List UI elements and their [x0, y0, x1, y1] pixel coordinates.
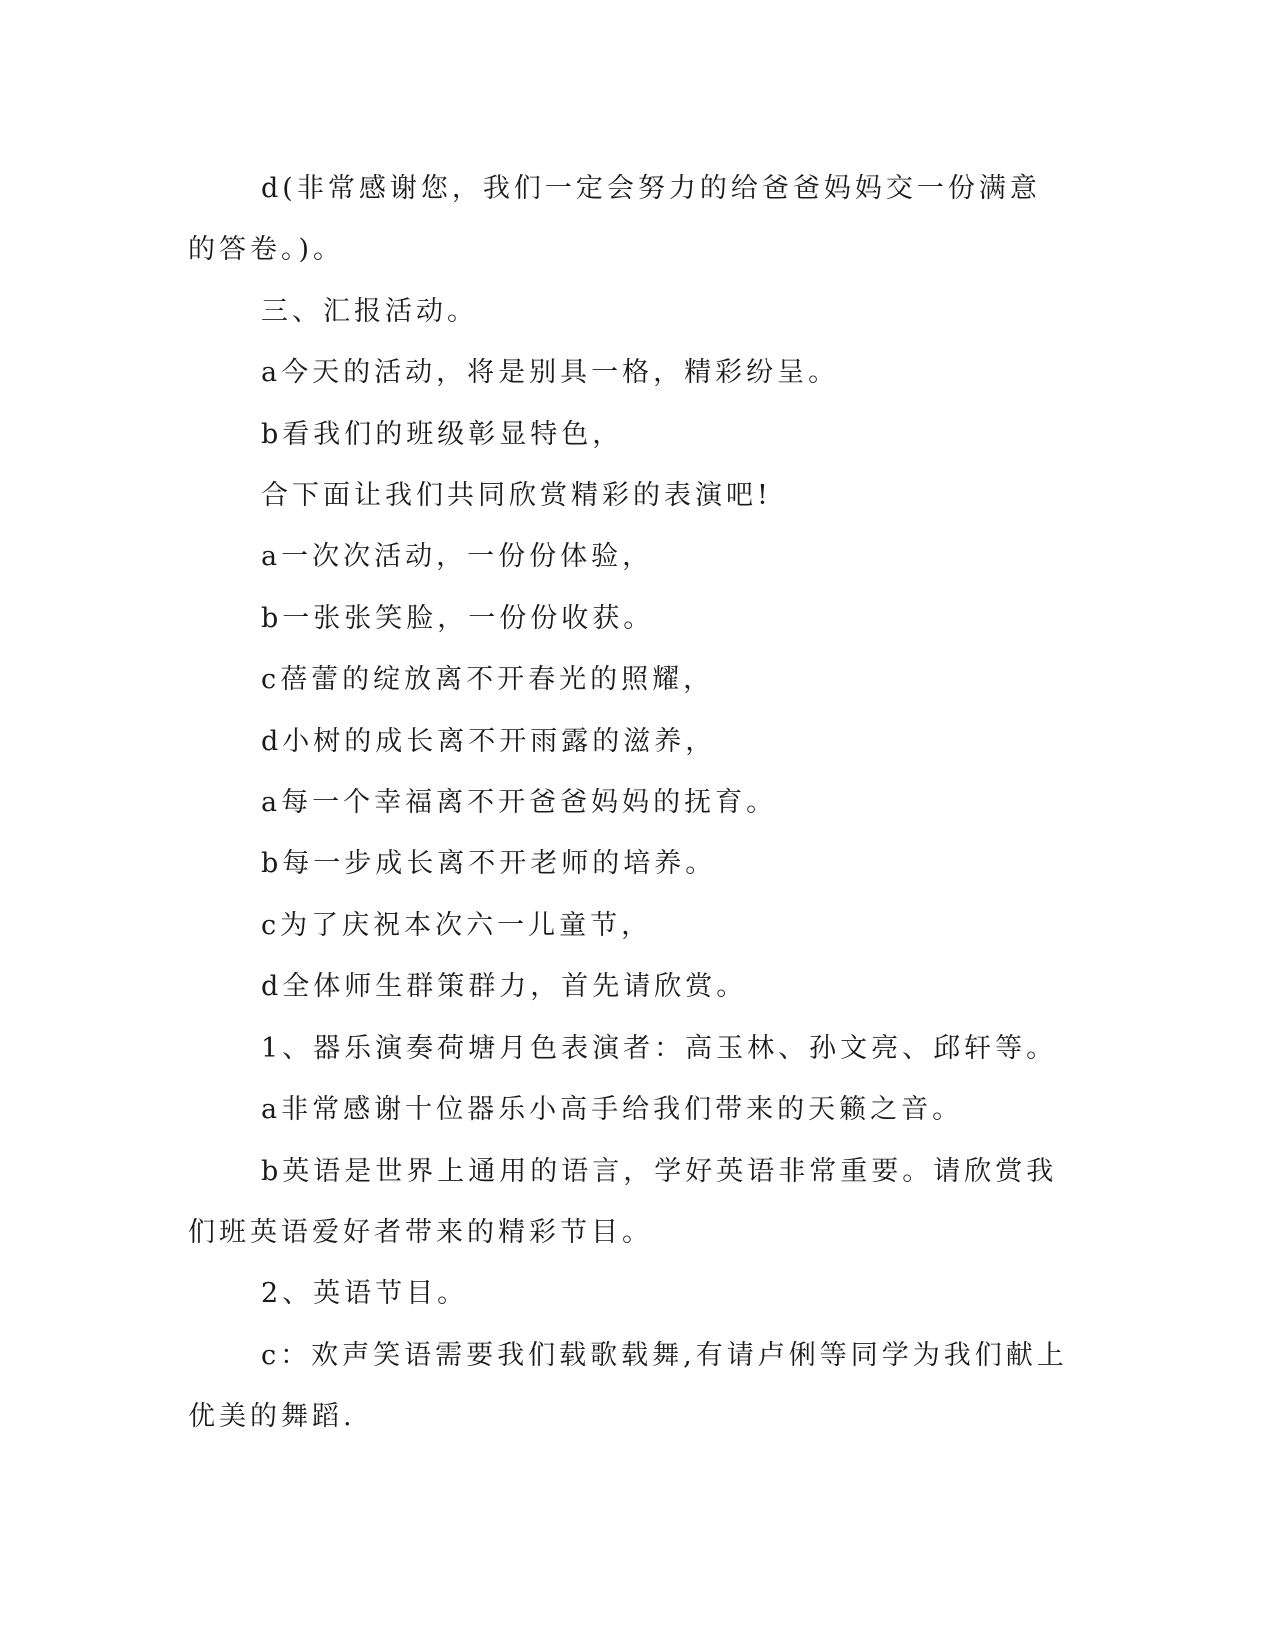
paragraph-line: a今天的活动，将是别具一格，精彩纷呈。 — [261, 357, 840, 389]
paragraph-line: d小树的成长离不开雨露的滋养， — [261, 725, 717, 757]
paragraph-dance-intro: c：欢声笑语需要我们载歌载舞,有请卢俐等同学为我们献上优美的舞蹈. — [188, 1339, 1068, 1433]
paragraph-line: a每一个幸福离不开爸爸妈妈的抚育。 — [261, 787, 778, 819]
section-heading-report-activity: 三、汇报活动。 — [261, 295, 478, 327]
paragraph-line: d全体师生群策群力，首先请欣赏。 — [261, 971, 748, 1003]
paragraph-line: b看我们的班级彰显特色， — [261, 418, 624, 450]
paragraph-line: b一张张笑脸，一份份收获。 — [261, 602, 655, 634]
paragraph-closing-thanks: d(非常感谢您，我们一定会努力的给爸爸妈妈交一份满意的答卷。)。 — [188, 173, 1041, 266]
paragraph-line: b每一步成长离不开老师的培养。 — [261, 848, 717, 880]
paragraph-line: c为了庆祝本次六一儿童节， — [261, 909, 653, 941]
paragraph-english-intro: b英语是世界上通用的语言，学好英语非常重要。请欣赏我们班英语爱好者带来的精彩节目。 — [188, 1155, 1058, 1248]
paragraph-line: c蓓蕾的绽放离不开春光的照耀， — [261, 664, 715, 696]
paragraph-line: 合下面让我们共同欣赏精彩的表演吧! — [261, 480, 772, 512]
document-body — [188, 158, 1068, 1448]
paragraph-line: a一次次活动，一份份体验， — [261, 541, 654, 573]
paragraph-line: a非常感谢十位器乐小高手给我们带来的天籁之音。 — [261, 1094, 964, 1126]
program-item-english: 2、英语节目。 — [261, 1278, 469, 1310]
program-item-instrumental: 1、器乐演奏荷塘月色表演者：高玉林、孙文亮、邱轩等。 — [261, 1032, 1058, 1064]
